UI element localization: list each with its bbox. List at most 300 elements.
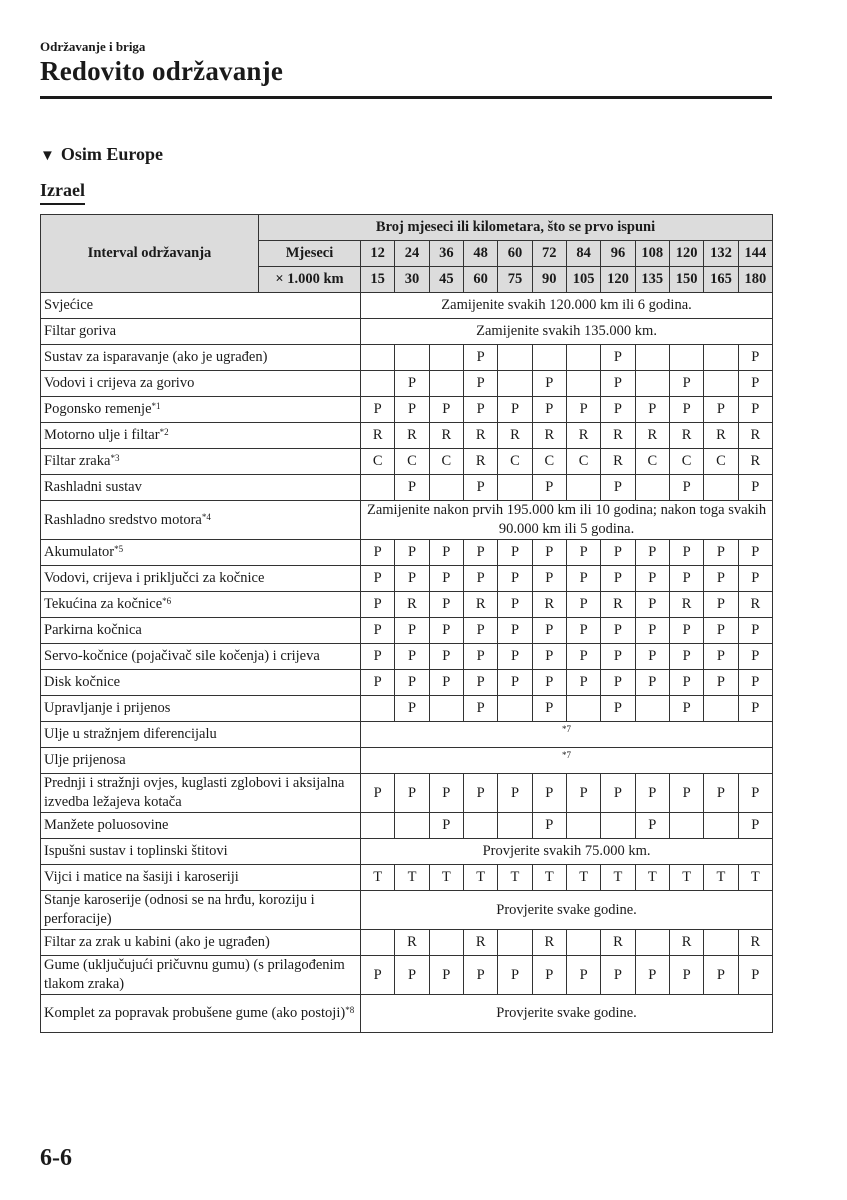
schedule-cell: P xyxy=(463,956,497,995)
schedule-cell: P xyxy=(361,566,395,592)
schedule-cell: P xyxy=(738,644,772,670)
row-label xyxy=(41,345,361,371)
title-divider xyxy=(40,96,772,99)
schedule-cell: P xyxy=(635,592,669,618)
schedule-cell: R xyxy=(738,423,772,449)
table-row xyxy=(41,748,773,774)
schedule-cell xyxy=(635,475,669,501)
schedule-cell: P xyxy=(601,397,635,423)
schedule-cell xyxy=(704,475,738,501)
row-label xyxy=(41,644,361,670)
month-header: 12 xyxy=(361,241,395,267)
schedule-cell: P xyxy=(738,813,772,839)
row-label xyxy=(41,293,361,319)
table-row xyxy=(41,670,773,696)
schedule-cell: P xyxy=(601,644,635,670)
schedule-cell: P xyxy=(361,644,395,670)
table-row xyxy=(41,540,773,566)
schedule-cell xyxy=(704,371,738,397)
schedule-cell xyxy=(566,696,600,722)
schedule-cell: P xyxy=(395,644,429,670)
row-label xyxy=(41,592,361,618)
schedule-cell: P xyxy=(669,475,703,501)
schedule-cell: P xyxy=(429,592,463,618)
header-row-top xyxy=(41,215,773,241)
schedule-cell: P xyxy=(429,618,463,644)
schedule-cell: C xyxy=(361,449,395,475)
schedule-cell: P xyxy=(635,813,669,839)
schedule-cell xyxy=(669,813,703,839)
table-row xyxy=(41,722,773,748)
row-label xyxy=(41,397,361,423)
row-label xyxy=(41,839,361,865)
month-header: 72 xyxy=(532,241,566,267)
schedule-cell xyxy=(635,371,669,397)
schedule-cell: P xyxy=(601,956,635,995)
schedule-cell xyxy=(361,345,395,371)
table-row xyxy=(41,839,773,865)
schedule-cell: T xyxy=(498,865,532,891)
schedule-cell: P xyxy=(395,670,429,696)
row-label-text: Prednji i stražnji ovjes, kuglasti zglobovi i aksijalna izvedba ležajeva kotača xyxy=(44,775,345,810)
km-header: 150 xyxy=(669,267,703,293)
schedule-cell xyxy=(635,345,669,371)
schedule-cell: T xyxy=(395,865,429,891)
schedule-cell xyxy=(566,345,600,371)
schedule-cell: P xyxy=(532,644,566,670)
schedule-cell: R xyxy=(601,930,635,956)
schedule-cell: R xyxy=(532,423,566,449)
schedule-cell: R xyxy=(463,423,497,449)
schedule-cell: P xyxy=(429,644,463,670)
schedule-cell: P xyxy=(601,566,635,592)
month-header: 60 xyxy=(498,241,532,267)
schedule-cell: P xyxy=(498,774,532,813)
schedule-cell: R xyxy=(566,423,600,449)
schedule-cell: C xyxy=(498,449,532,475)
km-header: 180 xyxy=(738,267,772,293)
table-row xyxy=(41,618,773,644)
region-heading xyxy=(40,144,163,165)
schedule-cell: C xyxy=(532,449,566,475)
schedule-cell: R xyxy=(601,449,635,475)
km-header: 75 xyxy=(498,267,532,293)
schedule-cell: P xyxy=(361,618,395,644)
schedule-cell: P xyxy=(361,540,395,566)
schedule-cell: R xyxy=(738,592,772,618)
schedule-cell: R xyxy=(463,592,497,618)
schedule-cell: R xyxy=(601,592,635,618)
table-row xyxy=(41,956,773,995)
schedule-cell xyxy=(635,696,669,722)
schedule-cell: P xyxy=(566,644,600,670)
month-header: 48 xyxy=(463,241,497,267)
schedule-cell: R xyxy=(669,423,703,449)
schedule-cell: R xyxy=(395,592,429,618)
schedule-cell: P xyxy=(669,696,703,722)
row-label-text: Filtar za zrak u kabini (ako je ugrađen) xyxy=(44,934,270,950)
schedule-cell: P xyxy=(463,540,497,566)
schedule-cell: P xyxy=(738,475,772,501)
schedule-cell: P xyxy=(635,956,669,995)
schedule-cell xyxy=(395,345,429,371)
schedule-cell: P xyxy=(704,540,738,566)
table-row xyxy=(41,319,773,345)
row-label xyxy=(41,501,361,540)
row-label-text: Ulje u stražnjem diferencijalu xyxy=(44,726,217,742)
row-label xyxy=(41,696,361,722)
schedule-cell: P xyxy=(498,670,532,696)
schedule-cell: P xyxy=(738,371,772,397)
schedule-cell: P xyxy=(669,956,703,995)
row-label-text: Servo-kočnice (pojačivač sile kočenja) i crijeva xyxy=(44,648,320,664)
table-row xyxy=(41,345,773,371)
schedule-cell: P xyxy=(498,592,532,618)
schedule-cell: P xyxy=(429,397,463,423)
table-row xyxy=(41,592,773,618)
footnote-ref: *4 xyxy=(201,511,211,522)
schedule-cell: P xyxy=(566,540,600,566)
schedule-cell: P xyxy=(395,956,429,995)
row-label xyxy=(41,891,361,930)
row-label xyxy=(41,371,361,397)
schedule-span-cell: Provjerite svake godine. xyxy=(361,891,773,930)
schedule-cell: R xyxy=(395,930,429,956)
schedule-cell: C xyxy=(635,449,669,475)
footnote-ref: *2 xyxy=(159,427,169,437)
km-header: 30 xyxy=(395,267,429,293)
schedule-cell: P xyxy=(566,592,600,618)
row-label xyxy=(41,449,361,475)
row-label-text: Ulje prijenosa xyxy=(44,752,126,768)
schedule-cell: P xyxy=(395,540,429,566)
schedule-cell: T xyxy=(532,865,566,891)
km-header: 105 xyxy=(566,267,600,293)
schedule-cell: P xyxy=(669,670,703,696)
page-title: Redovito održavanje xyxy=(40,56,284,86)
schedule-cell: P xyxy=(738,540,772,566)
row-label xyxy=(41,319,361,345)
schedule-cell: P xyxy=(704,397,738,423)
schedule-cell: P xyxy=(361,592,395,618)
schedule-cell: T xyxy=(704,865,738,891)
row-label-text: Tekućina za kočnice xyxy=(44,596,163,612)
schedule-cell: P xyxy=(566,670,600,696)
schedule-cell: P xyxy=(566,618,600,644)
schedule-cell: P xyxy=(566,774,600,813)
schedule-cell: P xyxy=(601,670,635,696)
schedule-cell xyxy=(361,813,395,839)
schedule-cell: C xyxy=(395,449,429,475)
footnote-ref: *5 xyxy=(114,544,124,554)
table-row xyxy=(41,995,773,1033)
schedule-cell: R xyxy=(532,930,566,956)
schedule-cell xyxy=(361,371,395,397)
row-label-text: Vodovi i crijeva za gorivo xyxy=(44,375,195,391)
schedule-cell: P xyxy=(532,475,566,501)
schedule-cell: P xyxy=(395,774,429,813)
schedule-cell: P xyxy=(361,397,395,423)
schedule-cell xyxy=(361,475,395,501)
row-label xyxy=(41,423,361,449)
schedule-cell xyxy=(566,371,600,397)
schedule-cell: R xyxy=(463,930,497,956)
schedule-cell: C xyxy=(566,449,600,475)
table-row xyxy=(41,449,773,475)
schedule-cell xyxy=(463,813,497,839)
schedule-cell: P xyxy=(498,540,532,566)
month-header: 36 xyxy=(429,241,463,267)
km-header: 90 xyxy=(532,267,566,293)
km-header: 120 xyxy=(601,267,635,293)
table-row xyxy=(41,475,773,501)
schedule-cell: P xyxy=(566,956,600,995)
schedule-cell: T xyxy=(463,865,497,891)
schedule-cell xyxy=(498,345,532,371)
row-label-text: Rashladni sustav xyxy=(44,479,142,495)
schedule-span-cell: Zamijenite svakih 135.000 km. xyxy=(361,319,773,345)
schedule-cell: P xyxy=(669,397,703,423)
table-row xyxy=(41,644,773,670)
schedule-cell: P xyxy=(566,397,600,423)
schedule-cell: P xyxy=(361,670,395,696)
schedule-cell: T xyxy=(601,865,635,891)
row-label xyxy=(41,956,361,995)
schedule-cell: R xyxy=(738,449,772,475)
schedule-cell: P xyxy=(704,956,738,995)
row-label-text: Pogonsko remenje xyxy=(44,401,152,417)
schedule-cell: R xyxy=(669,930,703,956)
schedule-cell: P xyxy=(669,540,703,566)
schedule-span-cell: Provjerite svakih 75.000 km. xyxy=(361,839,773,865)
schedule-cell xyxy=(669,345,703,371)
schedule-cell: P xyxy=(463,475,497,501)
table-row xyxy=(41,371,773,397)
row-label-text: Rashladno sredstvo motora xyxy=(44,511,202,528)
row-label-text: Vodovi, crijeva i priključci za kočnice xyxy=(44,570,265,586)
schedule-cell: P xyxy=(463,371,497,397)
corner-header: Interval održavanja xyxy=(41,215,259,293)
schedule-cell: P xyxy=(704,566,738,592)
km-header: 60 xyxy=(463,267,497,293)
schedule-cell: P xyxy=(532,670,566,696)
month-header: 120 xyxy=(669,241,703,267)
schedule-cell: P xyxy=(395,566,429,592)
row-label-text: Upravljanje i prijenos xyxy=(44,700,171,716)
schedule-span-cell: Zamijenite svakih 120.000 km ili 6 godina. xyxy=(361,293,773,319)
month-header: 84 xyxy=(566,241,600,267)
schedule-cell xyxy=(704,345,738,371)
footnote-ref: *6 xyxy=(162,596,172,606)
schedule-cell: P xyxy=(463,696,497,722)
schedule-cell: C xyxy=(704,449,738,475)
schedule-cell: P xyxy=(532,696,566,722)
table-row xyxy=(41,397,773,423)
country-heading: Izrael xyxy=(40,180,85,205)
schedule-cell: P xyxy=(395,371,429,397)
row-label xyxy=(41,748,361,774)
schedule-cell: R xyxy=(463,449,497,475)
schedule-cell xyxy=(566,813,600,839)
month-header: 132 xyxy=(704,241,738,267)
row-label-text: Disk kočnice xyxy=(44,674,121,690)
schedule-cell: P xyxy=(601,345,635,371)
schedule-cell: P xyxy=(498,566,532,592)
schedule-cell: P xyxy=(498,618,532,644)
km-header: 165 xyxy=(704,267,738,293)
schedule-cell: P xyxy=(601,618,635,644)
schedule-cell: P xyxy=(601,774,635,813)
table-row xyxy=(41,774,773,813)
schedule-cell: P xyxy=(738,774,772,813)
schedule-cell xyxy=(361,696,395,722)
schedule-cell: P xyxy=(704,618,738,644)
row-label xyxy=(41,995,361,1033)
schedule-cell: P xyxy=(738,566,772,592)
schedule-cell: T xyxy=(361,865,395,891)
schedule-cell: P xyxy=(635,644,669,670)
schedule-cell: P xyxy=(738,618,772,644)
schedule-cell: P xyxy=(532,813,566,839)
km-label: × 1.000 km xyxy=(259,267,361,293)
schedule-cell: T xyxy=(566,865,600,891)
schedule-cell: T xyxy=(429,865,463,891)
schedule-cell: P xyxy=(532,397,566,423)
schedule-cell: P xyxy=(669,566,703,592)
schedule-cell: P xyxy=(669,371,703,397)
schedule-cell xyxy=(704,696,738,722)
maintenance-schedule-table xyxy=(40,214,773,1033)
row-label xyxy=(41,540,361,566)
schedule-cell: P xyxy=(566,566,600,592)
row-label xyxy=(41,722,361,748)
month-header: 144 xyxy=(738,241,772,267)
schedule-cell: R xyxy=(532,592,566,618)
schedule-cell: P xyxy=(463,345,497,371)
row-label xyxy=(41,566,361,592)
schedule-cell: P xyxy=(498,644,532,670)
table-row xyxy=(41,865,773,891)
month-header: 108 xyxy=(635,241,669,267)
footnote-ref: *3 xyxy=(110,453,120,463)
schedule-cell xyxy=(429,930,463,956)
schedule-cell: P xyxy=(635,774,669,813)
region-heading-text: Osim Europe xyxy=(60,144,164,164)
schedule-cell: P xyxy=(601,540,635,566)
row-label-text: Ispušni sustav i toplinski štitovi xyxy=(44,843,228,859)
schedule-cell: P xyxy=(738,696,772,722)
month-header: 96 xyxy=(601,241,635,267)
footnote-ref: *8 xyxy=(345,1005,355,1015)
schedule-cell xyxy=(566,475,600,501)
row-label-text: Motorno ulje i filtar xyxy=(44,427,160,443)
row-label xyxy=(41,813,361,839)
schedule-cell: P xyxy=(429,774,463,813)
schedule-cell: P xyxy=(601,696,635,722)
table-row xyxy=(41,930,773,956)
row-label-text: Svjećice xyxy=(44,297,94,313)
row-label-text: Akumulator xyxy=(44,544,115,560)
page-number: 6-6 xyxy=(40,1145,72,1171)
schedule-cell: P xyxy=(704,670,738,696)
months-label: Mjeseci xyxy=(259,241,361,267)
interval-header: Broj mjeseci ili kilometara, što se prvo ispuni xyxy=(259,215,773,241)
schedule-cell: P xyxy=(463,566,497,592)
schedule-cell: P xyxy=(635,397,669,423)
schedule-cell xyxy=(429,696,463,722)
schedule-cell: P xyxy=(635,566,669,592)
schedule-cell: P xyxy=(532,566,566,592)
schedule-cell: P xyxy=(635,618,669,644)
table-row xyxy=(41,891,773,930)
schedule-cell: P xyxy=(635,540,669,566)
schedule-cell: P xyxy=(635,670,669,696)
schedule-cell xyxy=(566,930,600,956)
schedule-cell xyxy=(498,696,532,722)
schedule-cell: R xyxy=(601,423,635,449)
schedule-cell: T xyxy=(669,865,703,891)
schedule-cell xyxy=(498,813,532,839)
row-label-text: Gume (uključujući pričuvnu gumu) (s prilagođenim tlakom zraka) xyxy=(44,957,345,992)
table-row xyxy=(41,696,773,722)
table-row xyxy=(41,293,773,319)
schedule-cell: P xyxy=(669,618,703,644)
schedule-span-cell: Provjerite svake godine. xyxy=(361,995,773,1033)
schedule-cell: P xyxy=(463,670,497,696)
km-header: 15 xyxy=(361,267,395,293)
schedule-cell: P xyxy=(601,371,635,397)
schedule-cell xyxy=(498,930,532,956)
row-label xyxy=(41,475,361,501)
schedule-cell: R xyxy=(704,423,738,449)
schedule-cell: R xyxy=(429,423,463,449)
schedule-cell xyxy=(395,813,429,839)
schedule-cell: P xyxy=(498,956,532,995)
row-label-text: Parkirna kočnica xyxy=(44,622,142,638)
table-row xyxy=(41,423,773,449)
row-label-text: Sustav za isparavanje (ako je ugrađen) xyxy=(44,349,268,365)
schedule-cell: P xyxy=(395,475,429,501)
table-row xyxy=(41,813,773,839)
schedule-cell: P xyxy=(532,774,566,813)
km-header: 135 xyxy=(635,267,669,293)
month-header: 24 xyxy=(395,241,429,267)
section-label: Održavanje i briga xyxy=(40,39,146,54)
schedule-cell: R xyxy=(635,423,669,449)
footnote-cell: *7 xyxy=(361,722,773,748)
schedule-cell: R xyxy=(738,930,772,956)
row-label xyxy=(41,774,361,813)
schedule-cell: P xyxy=(601,475,635,501)
schedule-cell: P xyxy=(738,670,772,696)
table-row xyxy=(41,566,773,592)
schedule-cell: P xyxy=(395,618,429,644)
schedule-cell: P xyxy=(738,345,772,371)
schedule-cell xyxy=(601,813,635,839)
schedule-cell: P xyxy=(429,813,463,839)
row-label-text: Stanje karoserije (odnosi se na hrđu, koroziju i perforacije) xyxy=(44,892,315,927)
schedule-cell xyxy=(532,345,566,371)
schedule-cell xyxy=(704,930,738,956)
schedule-cell: R xyxy=(498,423,532,449)
schedule-cell: P xyxy=(463,644,497,670)
schedule-cell: P xyxy=(463,397,497,423)
schedule-cell: T xyxy=(635,865,669,891)
row-label-text: Filtar goriva xyxy=(44,323,117,339)
schedule-span-cell: Zamijenite nakon prvih 195.000 km ili 10 godina; nakon toga svakih 90.000 km ili 5 godina. xyxy=(361,501,773,540)
schedule-cell: P xyxy=(361,956,395,995)
schedule-cell: P xyxy=(429,566,463,592)
